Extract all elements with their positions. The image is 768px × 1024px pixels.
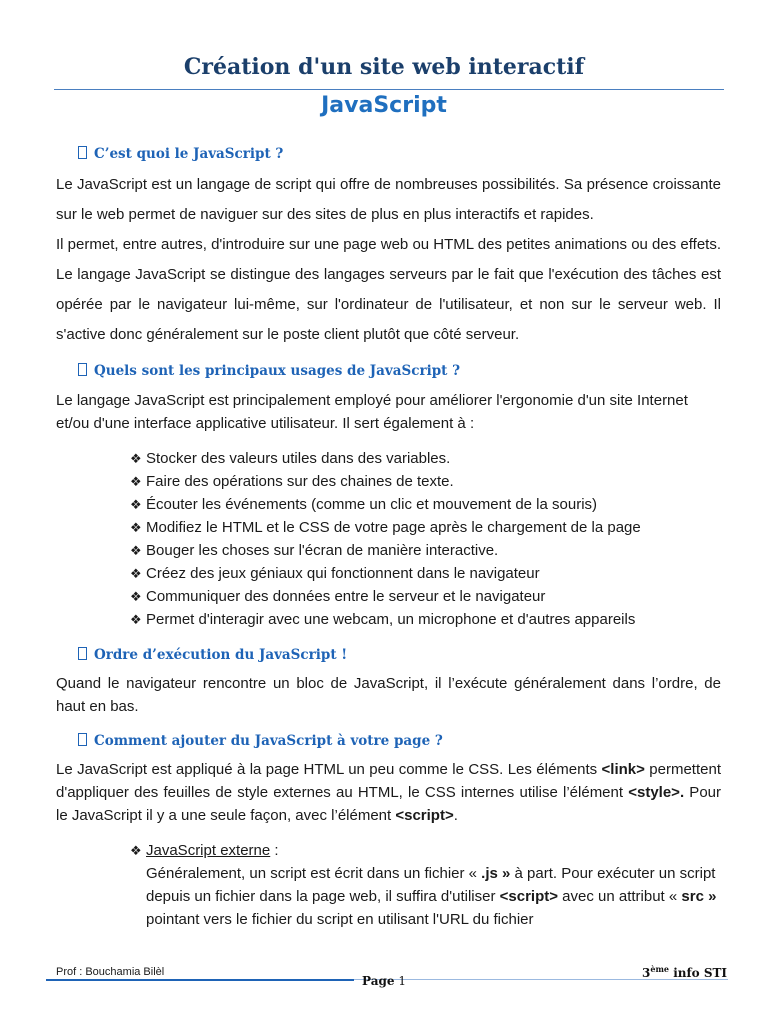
footer-page-number: Page 1 bbox=[362, 974, 406, 988]
external-js-description: Généralement, un script est écrit dans un fichier « .js » à part. Pour exécuter un script depuis un fichier dans la page web, il suffira d'utiliser <script> avec un attribut « src » pointant vers le fichier du script en utilisant l'URL du fichier bbox=[146, 865, 717, 928]
paragraph-details: Il permet, entre autres, d'introduire sur une page web ou HTML des petites animations ou des effets. Le langage JavaScript se distingue des langages serveurs par le fait que l'exécution des tâches est opérée par le navigateur lui-même, sur l'ordinateur de l'utilisateur, et non sur le serveur web. Il s'active donc généralement sur le poste client plutôt que côté serveur. bbox=[56, 236, 721, 343]
square-box-icon bbox=[78, 733, 87, 746]
section-heading-execution-order: Ordre d’exécution du JavaScript ! bbox=[78, 647, 347, 663]
footer-divider-left bbox=[46, 979, 354, 981]
style-tag-code: <style>. bbox=[628, 784, 685, 801]
list-item: ❖ Écouter les événements (comme un clic et mouvement de la souris) bbox=[130, 493, 641, 516]
list-item: ❖ Permet d'interagir avec une webcam, un microphone et d'autres appareils bbox=[130, 608, 641, 631]
square-box-icon bbox=[78, 363, 87, 376]
four-diamond-icon: ❖ bbox=[130, 566, 142, 581]
script-tag-code: <script> bbox=[395, 807, 454, 824]
paragraph-how-to-add: Le JavaScript est appliqué à la page HTML un peu comme le CSS. Les éléments <link> permettent d'appliquer des feuilles de style externes au HTML, le CSS internes utilise l’élément <style>. Pour le JavaScript il y a une seule façon, avec l’élément <script>. bbox=[56, 761, 721, 824]
square-box-icon bbox=[78, 146, 87, 159]
footer-class-label: 3ème info STI bbox=[642, 964, 728, 980]
four-diamond-icon: ❖ bbox=[130, 543, 142, 558]
section-heading-what-is-js: C’est quoi le JavaScript ? bbox=[78, 146, 283, 162]
list-item: ❖ Modifiez le HTML et le CSS de votre page après le chargement de la page bbox=[130, 516, 641, 539]
four-diamond-icon: ❖ bbox=[130, 451, 142, 466]
document-title: Création d'un site web interactif bbox=[183, 54, 585, 80]
list-item: ❖ Créez des jeux géniaux qui fonctionnent dans le navigateur bbox=[130, 562, 641, 585]
square-box-icon bbox=[78, 647, 87, 660]
four-diamond-icon: ❖ bbox=[130, 520, 142, 535]
four-diamond-icon: ❖ bbox=[130, 497, 142, 512]
paragraph-intro: Le JavaScript est un langage de script qui offre de nombreuses possibilités. Sa présence croissante sur le web permet de naviguer sur des sites de plus en plus interactifs et rapides. bbox=[56, 176, 721, 223]
list-item: ❖ Bouger les choses sur l'écran de manière interactive. bbox=[130, 539, 641, 562]
paragraph-usages-intro: Le langage JavaScript est principalement employé pour améliorer l'ergonomie d'un site Internet et/ou d'une interface applicative utilisateur. Il sert également à : bbox=[56, 392, 688, 432]
paragraph-execution-order: Quand le navigateur rencontre un bloc de JavaScript, il l’exécute généralement dans l’ordre, de haut en bas. bbox=[56, 675, 721, 715]
external-js-label: JavaScript externe bbox=[146, 842, 271, 859]
four-diamond-icon: ❖ bbox=[130, 589, 142, 604]
section-heading-how-to-add: Comment ajouter du JavaScript à votre page ? bbox=[78, 733, 443, 749]
list-item: ❖ Communiquer des données entre le serveur et le navigateur bbox=[130, 585, 641, 608]
list-item: ❖ Stocker des valeurs utiles dans des variables. bbox=[130, 447, 641, 470]
link-tag-code: <link> bbox=[601, 761, 645, 778]
footer-author: Prof : Bouchamia Bilèl bbox=[56, 966, 165, 978]
external-js-block: ❖ JavaScript externe : Généralement, un script est écrit dans un fichier « .js » à part. Pour exécuter un script depuis un fichier dans la page web, il suffira d'utiliser <script> avec un attribut « src » pointant vers le fichier du script en utilisant l'URL du fichier bbox=[130, 839, 720, 931]
list-item: ❖ Faire des opérations sur des chaines de texte. bbox=[130, 470, 641, 493]
section-heading-usages: Quels sont les principaux usages de JavaScript ? bbox=[78, 363, 460, 379]
four-diamond-icon: ❖ bbox=[130, 612, 142, 627]
four-diamond-icon: ❖ bbox=[130, 474, 142, 489]
document-subtitle: JavaScript bbox=[321, 93, 447, 118]
title-divider bbox=[54, 89, 724, 90]
usages-list bbox=[130, 447, 641, 631]
four-diamond-icon: ❖ bbox=[130, 843, 142, 858]
